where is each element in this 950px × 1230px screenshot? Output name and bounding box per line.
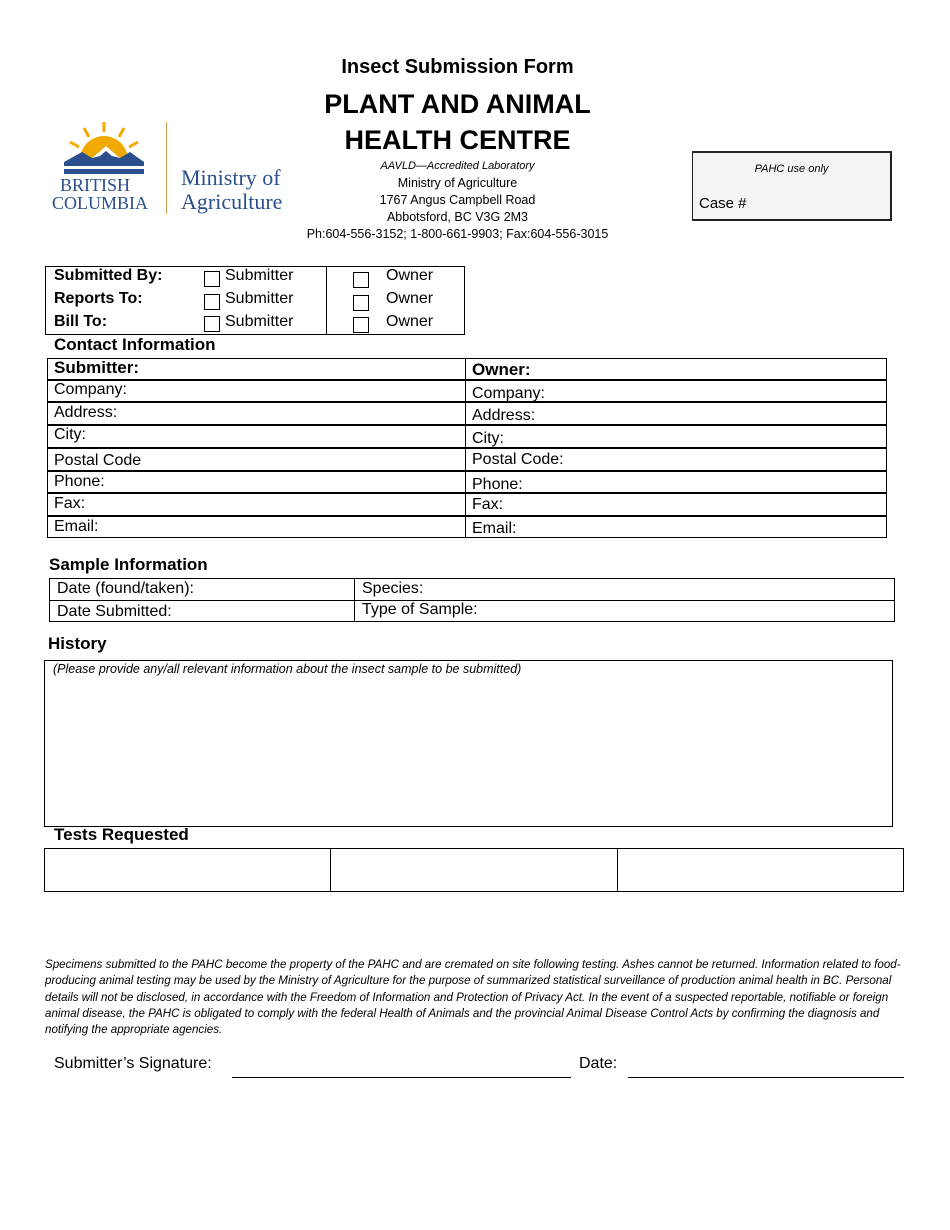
submitter-address-field[interactable]: Address: (47, 402, 466, 425)
owner-company-field[interactable]: Company: (465, 380, 887, 402)
species-field[interactable]: Species: (354, 578, 895, 601)
owner-postal-field[interactable]: Postal Code: (465, 448, 887, 471)
routing-row-bill-to (46, 313, 464, 336)
address-street: 1767 Angus Campbell Road (379, 193, 536, 207)
form-title: Insect Submission Form (341, 56, 574, 78)
contact-heading: Contact Information (54, 335, 216, 354)
test-requested-cell-2[interactable] (330, 848, 618, 892)
owner-city-field[interactable]: City: (465, 425, 887, 448)
option-label: Submitter (225, 313, 294, 330)
sample-heading: Sample Information (49, 555, 208, 574)
submitter-city-field[interactable]: City: (47, 425, 466, 448)
sample-type-field[interactable]: Type of Sample: (354, 600, 895, 622)
reports-to-owner-checkbox[interactable] (353, 295, 369, 311)
contact-phones: Ph:604-556-3152; 1-800-661-9903; Fax:604-556-3015 (306, 227, 609, 241)
routing-table (45, 266, 465, 335)
logo-ministry (181, 166, 301, 214)
signature-label: Submitter’s Signature: (54, 1055, 212, 1072)
routing-row-reports-to (46, 290, 464, 313)
option-label: Submitter (225, 267, 294, 284)
routing-label: Bill To: (54, 313, 108, 330)
routing-label: Reports To: (54, 290, 143, 307)
centre-name (300, 86, 615, 158)
disclaimer-text: Specimens submitted to the PAHC become the property of the PAHC and are cremated on site following testing. Ashes cannot be returned. Information related to food-producing animal testing may be used by the Ministry of Agriculture for the purpose of summarized statistical surveillance of production animal health in BC. Personal details will not be disclosed, in accordance with the Freedom of Information and Protection of Privacy Act. In the event of a suspected reportable, notifiable or foreign animal disease, the PAHC is obligated to comply with the federal Health of Animals and the provincial Animal Disease Control Acts by confirming the diagnosis and notifying the appropriate agencies. (45, 958, 901, 1037)
pahc-label: PAHC use only (754, 163, 829, 175)
logo-province-line2: COLUMBIA (52, 193, 149, 213)
submitter-company-field[interactable]: Company: (47, 380, 466, 402)
signature-line[interactable] (232, 1077, 571, 1078)
submitted-by-submitter-checkbox[interactable] (204, 271, 220, 287)
owner-fax-field[interactable]: Fax: (465, 493, 887, 516)
option-label: Owner (386, 313, 434, 330)
option-label: Owner (386, 290, 434, 307)
date-label: Date: (579, 1055, 618, 1072)
history-instruction: (Please provide any/all relevant information about the insect sample to be submitted) (53, 662, 522, 676)
submitted-by-owner-checkbox[interactable] (353, 272, 369, 288)
routing-row-submitted-by (46, 267, 464, 290)
date-submitted-field[interactable]: Date Submitted: (49, 600, 355, 622)
owner-heading: Owner: (465, 358, 887, 380)
bill-to-owner-checkbox[interactable] (353, 317, 369, 333)
logo-province (52, 176, 162, 212)
submitter-phone-field[interactable]: Phone: (47, 471, 466, 493)
address-city: Abbotsford, BC V3G 2M3 (386, 210, 529, 224)
option-label: Owner (386, 267, 434, 284)
pahc-use-only-box (692, 151, 892, 221)
bc-sun-logo (62, 118, 146, 174)
logo-ministry-line1: Ministry of (181, 165, 281, 190)
reports-to-submitter-checkbox[interactable] (204, 294, 220, 310)
option-label: Submitter (225, 290, 294, 307)
accreditation: AAVLD—Accredited Laboratory (380, 160, 535, 172)
logo-divider (166, 122, 167, 214)
centre-name-line2: HEALTH CENTRE (344, 125, 571, 155)
test-requested-cell-1[interactable] (44, 848, 331, 892)
owner-address-field[interactable]: Address: (465, 402, 887, 425)
date-found-field[interactable]: Date (found/taken): (49, 578, 355, 601)
bill-to-submitter-checkbox[interactable] (204, 316, 220, 332)
submitter-heading: Submitter: (47, 358, 466, 380)
submitter-email-field[interactable]: Email: (47, 516, 466, 538)
logo-province-line1: BRITISH (60, 175, 131, 195)
history-textarea[interactable] (44, 660, 893, 827)
signature-date-line[interactable] (628, 1077, 904, 1078)
submitter-postal-field[interactable]: Postal Code (47, 448, 466, 471)
contact-table (47, 358, 887, 538)
tests-heading: Tests Requested (54, 825, 189, 844)
submitter-fax-field[interactable]: Fax: (47, 493, 466, 516)
sun-mountain-icon (62, 118, 146, 174)
history-heading: History (48, 634, 107, 653)
address-ministry: Ministry of Agriculture (397, 176, 518, 190)
routing-label: Submitted By: (54, 267, 163, 284)
case-number-label: Case # (699, 195, 747, 212)
owner-phone-field[interactable]: Phone: (465, 471, 887, 493)
centre-name-line1: PLANT AND ANIMAL (324, 89, 591, 119)
test-requested-cell-3[interactable] (617, 848, 904, 892)
logo-ministry-line2: Agriculture (181, 189, 283, 214)
owner-email-field[interactable]: Email: (465, 516, 887, 538)
